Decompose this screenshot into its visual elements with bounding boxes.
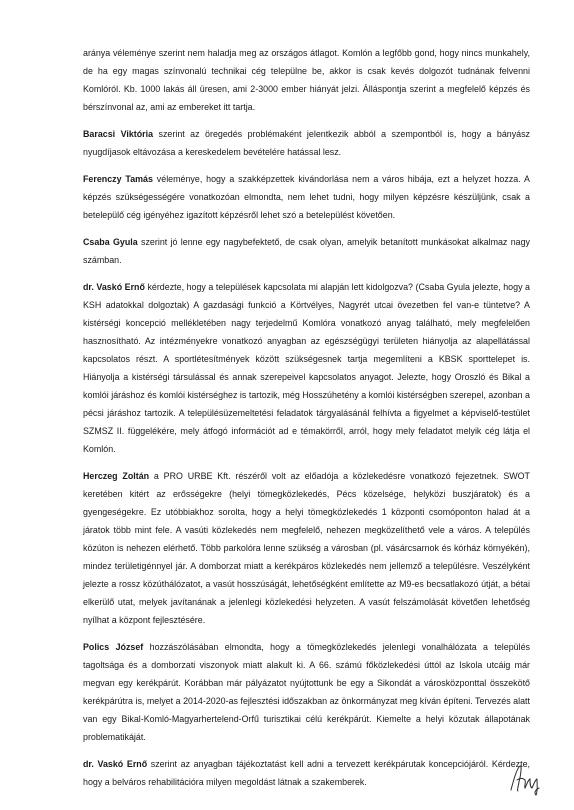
paragraph-text: kérdezte, hogy a települések kapcsolata mi alapján lett kidolgozva? (Csaba Gyula jelezte, hogy a KSH adatokkal dolgoztak) A gazdasági funkció a Körtvélyes, Nagyrét utcai övezetben fel van-e tüntetve? A kistérségi koncepció mellékletében nagy terjedelmű Komlóra vonatkozó anyag található, mely megfelelően hasznosítható. Az intézményekre vonatkozó anyagban az egészségügyi területen hiányolja az alapellátással kapcsolatos részt. A sportlétesítmények között szükségesnek tartja megemlíteni a KBSK sporttelepet is. Hiányolja a kistérségi társulással és annak szerepeivel kapcsolatos anyagot. Jelezte, hogy Oroszló és Bikal a komlói járáshoz és komlói kistérséghez is tartozik, még Hosszúhetény a komlói kistérségben szerepel, azonban a pécsi járáshoz tartozik. A településüzemeltetési feladatok tárgyalásánál felhívta a figyelmet a képviselő-testület SZMSZ II. függelékére, mely átfogó információt ad e témakörről, arról, hogy mely feladatot melyik cég látja el Komlón.	[83, 282, 530, 454]
speaker-name: Baracsi Viktória	[83, 129, 154, 139]
speaker-name: Herczeg Zoltán	[83, 471, 150, 481]
paragraph-4	[83, 233, 530, 269]
paragraph-1	[83, 44, 530, 116]
paragraph-text: aránya véleménye szerint nem haladja meg az országos átlagot. Komlón a legfőbb gond, hogy nincs munkahely, de ha egy magas színvonalú technikai cég települne be, akkor is csak kevés dolgozót tudnának felvenni Komlóról. Kb. 1000 lakás áll üresen, ami 2-3000 ember hiányát jelzi. Álláspontja szerint a megfelelő képzés és bérszínvonal az, ami az embereket itt tartja.	[83, 48, 530, 112]
handwritten-signature	[508, 762, 548, 796]
speaker-name: Ferenczy Tamás	[83, 174, 153, 184]
paragraph-8	[83, 755, 530, 791]
paragraph-text: szerint az anyagban tájékoztatást kell adni a tervezett kerékpárutak koncepciójáról. Kérdezte, hogy a belváros rehabilitációra milyen megoldást látnak a szakemberek.	[83, 759, 530, 787]
paragraph-3	[83, 170, 530, 224]
speaker-name: Polics József	[83, 642, 144, 652]
paragraph-text: szerint az öregedés problémaként jelentkezik abból a szempontból is, hogy a bányász nyugdíjasok eltávozása a kereskedelem bevételére hatással lesz.	[83, 129, 531, 157]
paragraph-2	[83, 125, 530, 161]
paragraph-6	[83, 467, 530, 629]
speaker-name: Csaba Gyula	[83, 237, 138, 247]
paragraph-7	[83, 638, 530, 746]
paragraph-text: véleménye, hogy a szakképzettek kivándorlása nem a város hibája, ezt a helyzet hozza. A képzés szükségességére vonatkozóan elmondta, nem lehet tudni, hogy milyen képzésre készüljünk, csak a betelepülő cég igényéhez igazított képzésről lehet szó a betelepülést követően.	[83, 174, 530, 220]
paragraph-text: hozzászólásában elmondta, hogy a tömegközlekedés jelenlegi vonalhálózata a település tagoltsága és a domborzati viszonyok miatt alakult ki. A 66. számú főközlekedési úttól az Iskola utcáig már megvan egy kerékpárút. Korábban már pályázatot nyújtottunk be egy a Sikondát a városközponttal összekötő kerékpárútra is, melyet a 2014-2020-as fejlesztési időszakban az önkormányzat meg kíván építeni. Tervezés alatt van egy Bikal-Komló-Magyarhertelend-Orfű turisztikai célú kerékpárút. Kiemelte a helyi közutak állapotának problematikáját.	[83, 642, 530, 742]
speaker-name: dr. Vaskó Ernő	[83, 282, 145, 292]
paragraph-text: szerint jó lenne egy nagybefektető, de csak olyan, amelyik betanított munkásokat alkalmaz nagy számban.	[83, 237, 530, 265]
paragraph-text: a PRO URBE Kft. részéről volt az előadója a közlekedésre vonatkozó fejezetnek. SWOT keretében kitért az erősségekre (helyi tömegközlekedés, Pécs közelsége, helyközi buszjáratok) és a gyengeségekre. Ez utóbbiakhoz sorolta, hogy a helyi tömegközlekedés 1 központi csomóponton halad át a járatok több mint fele. A vasúti közlekedés nem megfelelő, nehezen megközelíthető vele a város. A település közúton is nehezen elérhető. Több parkolóra lenne szükség a városban (pl. vásárcsarnok és kórház környékén), mindez területigénnyel jár. A domborzat miatt a kerékpáros közlekedés nem jellemző a településre. Veszélyként jelezte a rossz közúthálózatot, a vasút hosszúságát, lehetőségként említette az M9-es becsatlakozó útját, a bétai elkerülő utat, melyek javítanának a jelenlegi közlekedési helyzeten. A vasút felszámolását követően lehetőség nyílhat a központ fejlesztésére.	[83, 471, 530, 625]
paragraph-5	[83, 278, 530, 458]
speaker-name: dr. Vaskó Ernő	[83, 759, 148, 769]
